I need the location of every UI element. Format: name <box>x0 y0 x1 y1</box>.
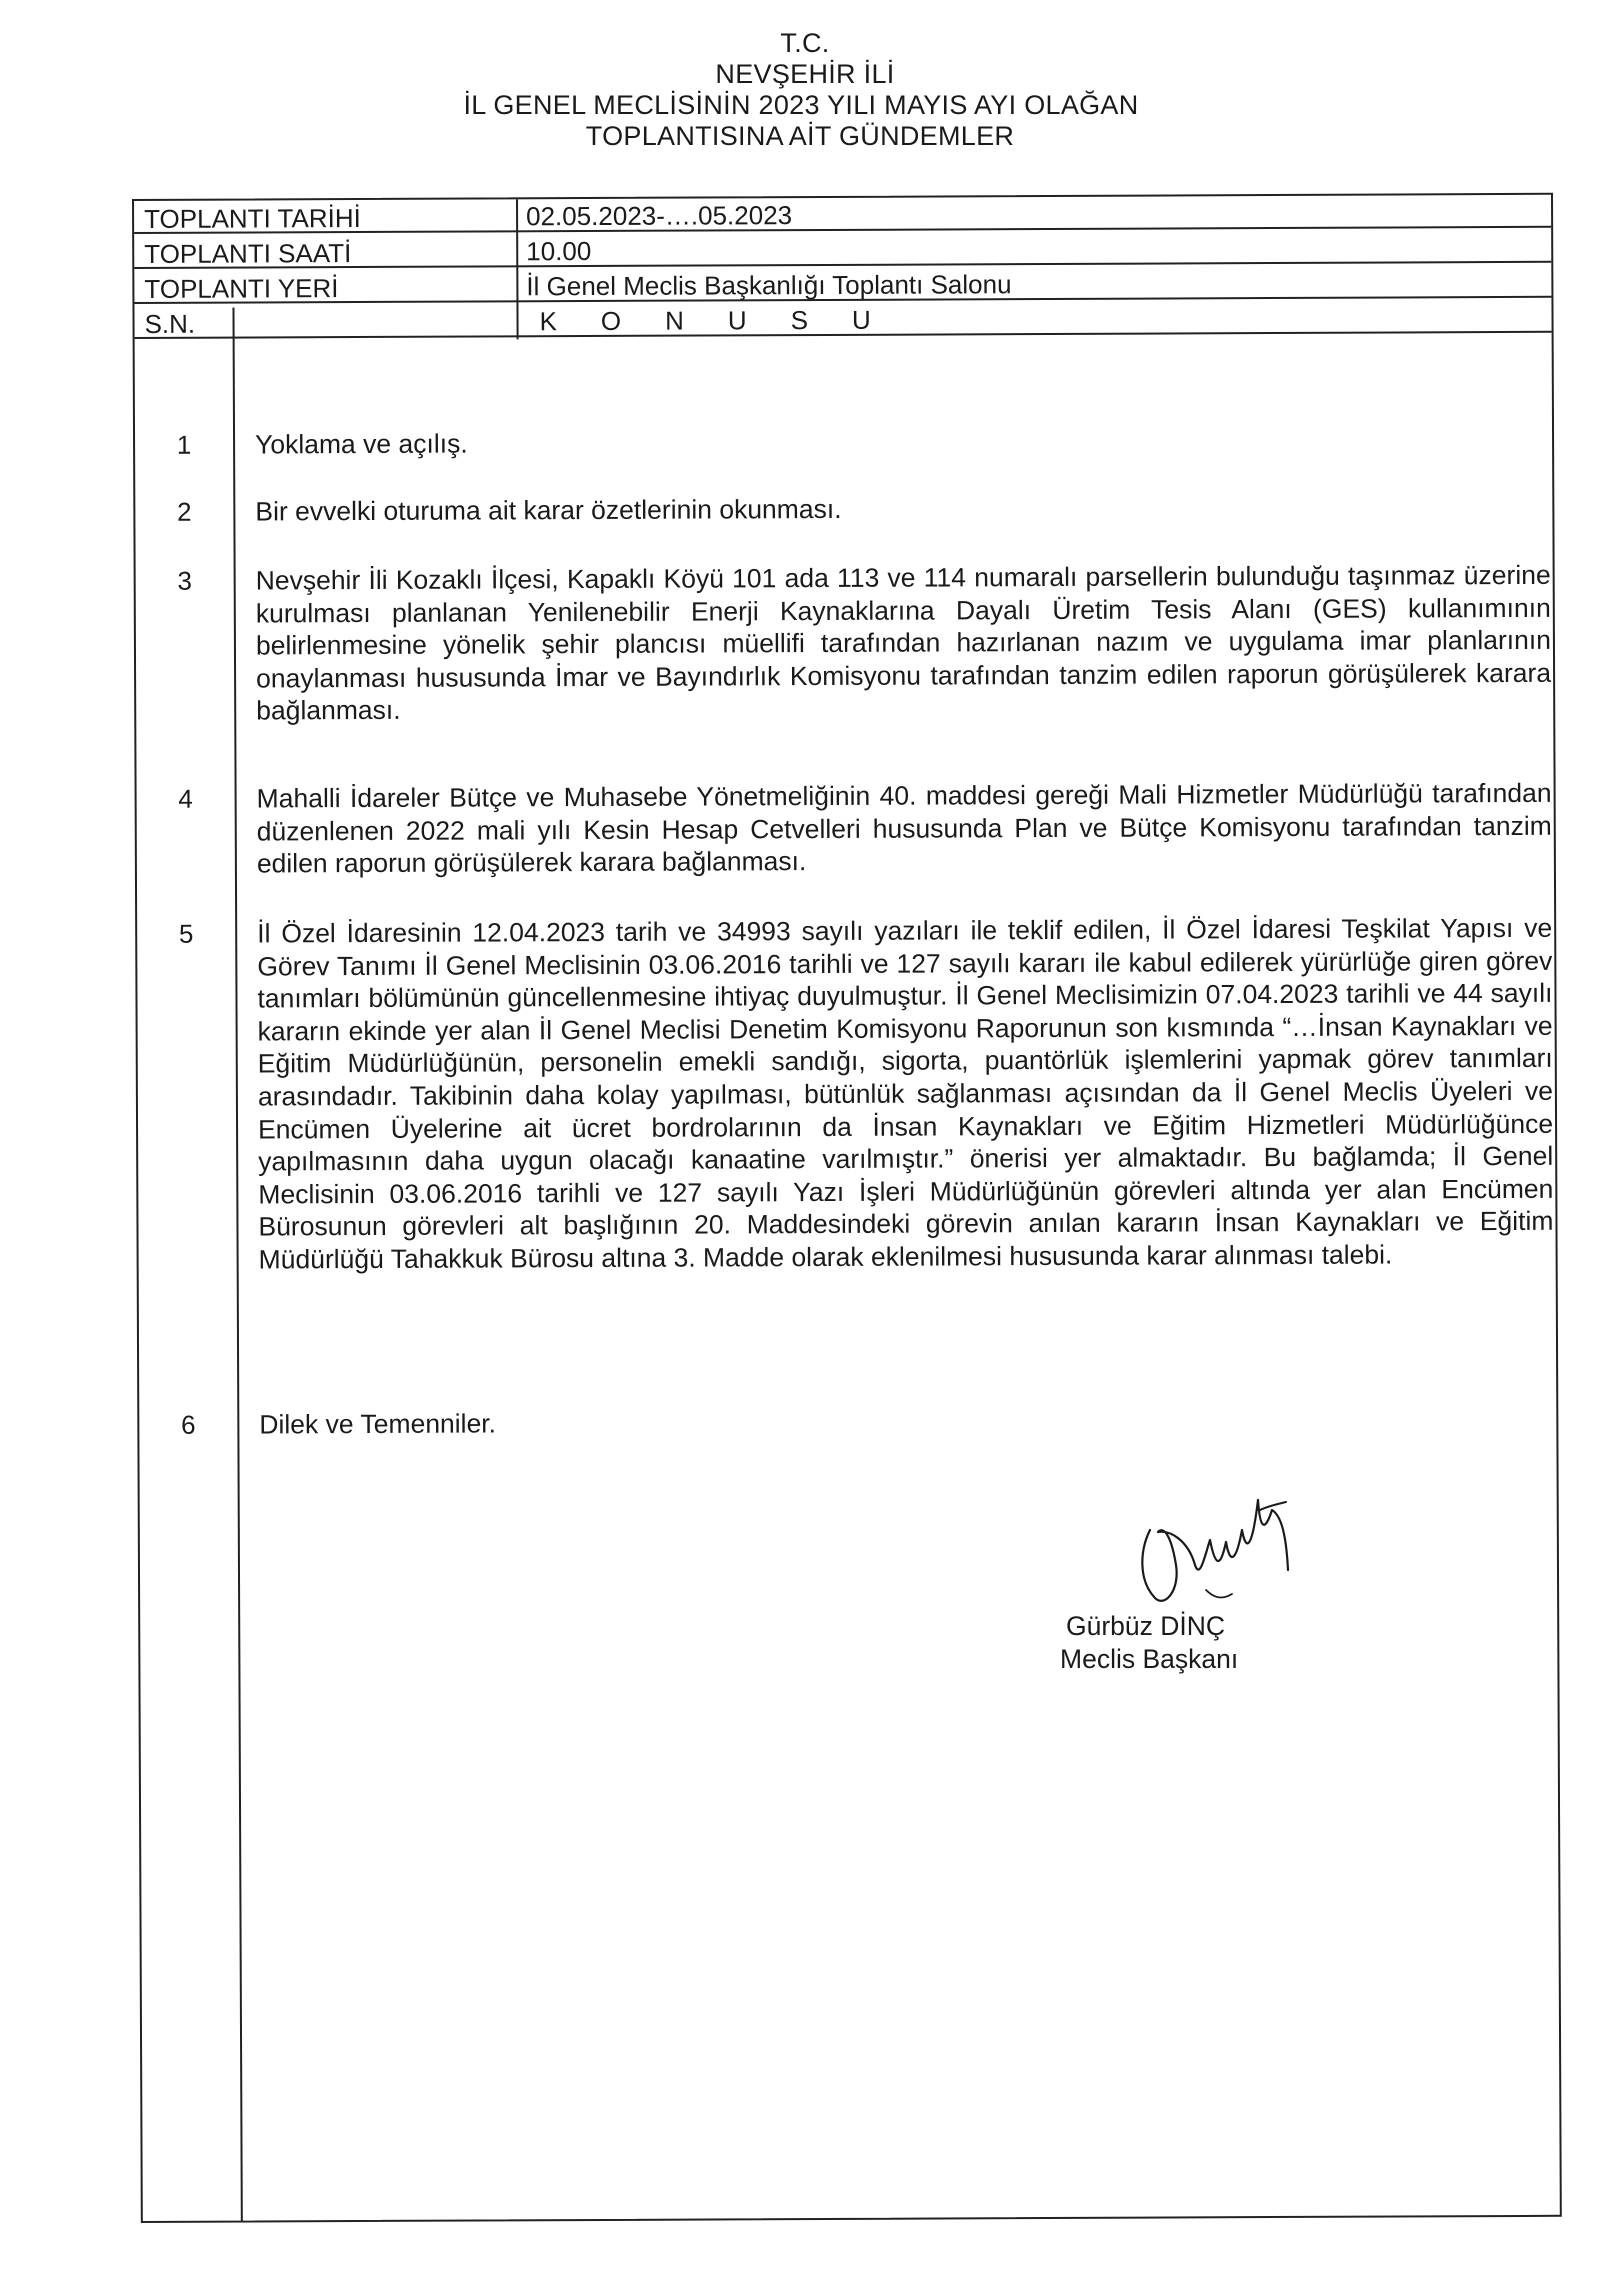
agenda-item-text: Yoklama ve açılış. <box>255 428 468 460</box>
meeting-time-value: 10.00 <box>526 235 592 267</box>
header-province: NEVŞEHİR İLİ <box>715 59 895 89</box>
agenda-item-text: Bir evvelki oturuma ait karar özetlerinin okunması. <box>255 493 842 527</box>
meeting-time-row <box>134 230 1551 269</box>
signature-block <box>1060 1610 1360 1676</box>
meeting-place-label: TOPLANTI YERİ <box>144 273 339 304</box>
meeting-date-value: 02.05.2023-….05.2023 <box>526 200 793 232</box>
signatory-name: Gürbüz DİNÇ <box>1066 1611 1226 1641</box>
signatory-title: Meclis Başkanı <box>1060 1644 1239 1674</box>
sn-header: S.N. <box>144 308 196 339</box>
agenda-table <box>132 193 1562 2223</box>
item-number: 1 <box>176 429 192 460</box>
item-number: 2 <box>177 496 192 527</box>
meeting-date-label: TOPLANTI TARİHİ <box>144 203 361 234</box>
handwritten-signature <box>1110 1470 1330 1630</box>
agenda-item-text: Nevşehir İli Kozaklı İlçesi, Kapaklı Köyü 101 ada 113 ve 114 numaralı parsellerin bulunduğu taşınmaz üzerine kurulması planlanan Yenilenebilir Enerji Kaynaklarına Dayalı Üretim Tesis Alanı (GES) kullanımının belirlenmesine yönelik şehir plancısı müellifi tarafından hazırlanan nazım ve uygulama imar planlarının onaylanması hususunda İmar ve Bayındırlık Komisyonu tarafından tanzim edilen raporun görüşülerek karara bağlanması. <box>255 559 1552 726</box>
meeting-place-value: İl Genel Meclis Başkanlığı Toplantı Salonu <box>526 269 1012 302</box>
meeting-date-row <box>134 195 1551 234</box>
header-agenda-title: TOPLANTISINA AİT GÜNDEMLER <box>585 121 1015 151</box>
header-council-title: İL GENEL MECLİSİNİN 2023 YILI MAYIS AYI OLAĞAN <box>463 90 1139 120</box>
agenda-item-text: Dilek ve Temenniler. <box>259 1408 497 1440</box>
sn-column-divider <box>232 308 242 2223</box>
document-header <box>0 28 1606 152</box>
column-header-row <box>134 300 1551 339</box>
item-number: 5 <box>178 918 194 949</box>
agenda-item-text: İl Özel İdaresinin 12.04.2023 tarih ve 34993 sayılı yazıları ile teklif edilen, İl Özel İdaresi Teşkilat Yapısı ve Görev Tanımı İl Genel Meclisinin 03.06.2016 tarihli ve 127 sayılı kararı ile kabul edilerek yürürlüğe giren görev tanımları bölümünün güncellenmesine ihtiyaç duyulmuştur. İl Genel Meclisimizin 07.04.2023 tarihli ve 44 sayılı kararın ekinde yer alan İl Genel Meclisi Denetim Komisyonu Raporunun son kısmında “…İnsan Kaynakları ve Eğitim Müdürlüğünün, personelin emekli sandığı, sigorta, puantörlük işlemlerini yapmak görev tanımları arasındadır. Takibinin daha kolay yapılması, bütünlük sağlanması açısından da İl Genel Meclis Üyeleri ve Encümen Üyelerine ait ücret bordrolarının da İnsan Kaynakları ve Eğitim Hizmetleri Müdürlüğünce yapılmasının daha uygun olacağı kanaatine varılmıştır.” önerisi yer almaktadır. Bu bağlamda; İl Genel Meclisinin 03.06.2016 tarihli ve 127 sayılı Yazı İşleri Müdürlüğünün görevleri altında yer alan Encümen Bürosunun görevleri alt başlığının 20. Maddesindeki görevin anılan kararın İnsan Kaynakları ve Eğitim Müdürlüğü Tahakkuk Bürosu altına 3. Madde olarak eklenilmesi hususunda karar alınması talebi. <box>257 912 1554 1275</box>
meeting-place-row <box>134 265 1551 304</box>
meeting-time-label: TOPLANTI SAATİ <box>144 238 352 269</box>
subject-header: KONUSU <box>539 304 915 337</box>
item-number: 3 <box>177 565 192 596</box>
header-republic: T.C. <box>780 28 830 58</box>
item-number: 4 <box>178 783 193 814</box>
item-number: 6 <box>181 1409 196 1440</box>
agenda-item-text: Mahalli İdareler Bütçe ve Muhasebe Yönetmeliğinin 40. maddesi gereği Mali Hizmetler Müdürlüğü tarafından düzenlenen 2022 mali yılı Kesin Hesap Cetvelleri hususunda Plan ve Bütçe Komisyonu tarafından tanzim edilen raporun görüşülerek karara bağlanması. <box>256 777 1552 879</box>
